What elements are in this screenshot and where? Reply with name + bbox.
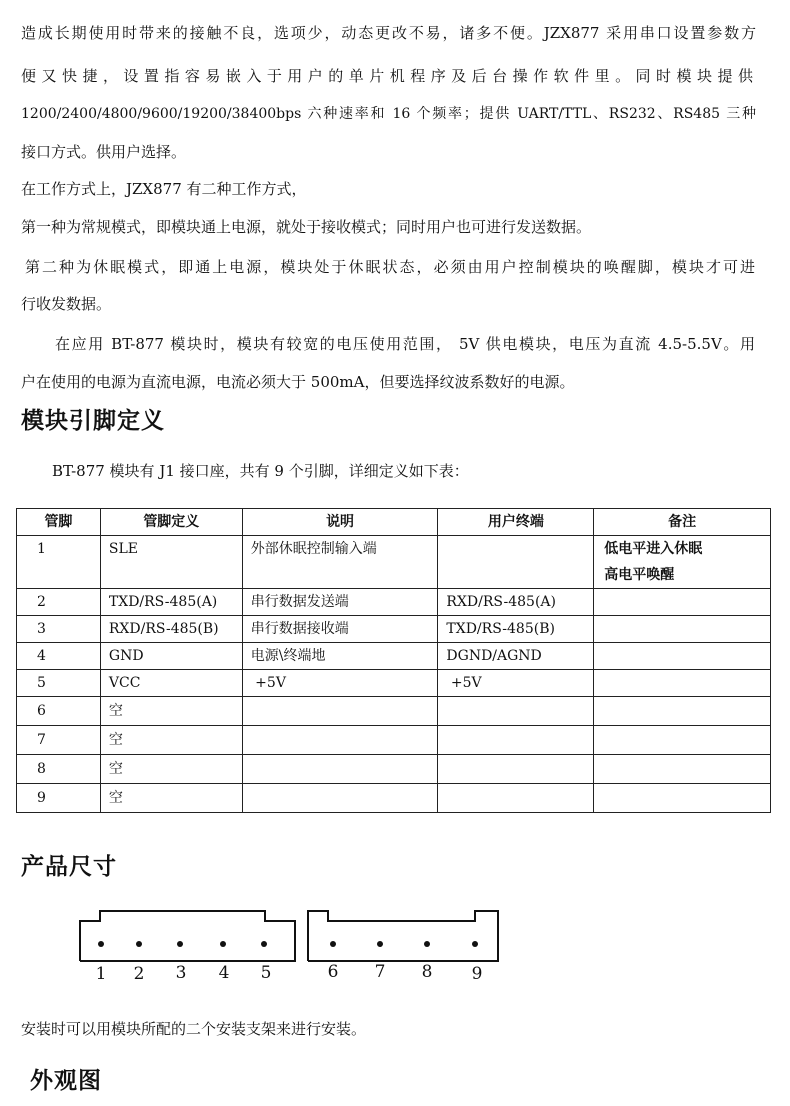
cell-definition: VCC	[100, 670, 242, 697]
cell-remarks	[594, 755, 771, 784]
section-title-appearance: 外观图	[30, 1068, 102, 1094]
cell-description: 串行数据发送端	[242, 589, 438, 616]
cell-remarks	[594, 697, 771, 726]
paragraph-line: 1200/2400/4800/9600/19200/38400bps 六种速率和 16 个频率；提供 UART/TTL、RS232、RS485 三种	[21, 106, 756, 122]
pin-intro-text: BT-877 模块有 J1 接口座，共有 9 个引脚，详细定义如下表：	[52, 462, 469, 480]
cell-pin: 4	[17, 643, 101, 670]
cell-remarks	[594, 589, 771, 616]
cell-description	[242, 784, 438, 813]
cell-pin: 5	[17, 670, 101, 697]
cell-definition: SLE	[100, 536, 242, 589]
paragraph-line: 户在使用的电源为直流电源，电流必须大于 500mA，但要选择纹波系数好的电源。	[21, 373, 575, 391]
pin-dot	[377, 941, 383, 947]
remark-line: 低电平进入休眠	[604, 541, 703, 557]
cell-user-terminal	[438, 784, 594, 813]
pin-dot	[220, 941, 226, 947]
cell-user-terminal	[438, 755, 594, 784]
paragraph-line: 在工作方式上，JZX877 有二种工作方式，	[21, 180, 307, 198]
section-title-product-size: 产品尺寸	[21, 854, 117, 880]
pin-dot	[330, 941, 336, 947]
pin-number: 3	[175, 963, 187, 983]
cell-user-terminal	[438, 726, 594, 755]
cell-pin: 8	[17, 755, 101, 784]
paragraph-line: 接口方式。供用户选择。	[21, 143, 187, 161]
cell-pin: 1	[17, 536, 101, 589]
cell-description	[242, 697, 438, 726]
cell-user-terminal	[438, 697, 594, 726]
table-header-row	[17, 509, 771, 536]
pin-number: 4	[218, 963, 230, 983]
pin-number: 7	[374, 962, 386, 982]
cell-remarks	[594, 616, 771, 643]
cell-description: +5V	[242, 670, 438, 697]
connector-pinout-diagram	[70, 903, 520, 985]
cell-description	[242, 755, 438, 784]
header-pin-definition: 管脚定义	[100, 509, 242, 536]
paragraph-line: 第二种为休眠模式，即通上电源，模块处于休眠状态，必须由用户控制模块的唤醒脚，模块才可进	[25, 258, 755, 276]
cell-user-terminal: DGND/AGND	[438, 643, 594, 670]
cell-description: 外部休眠控制输入端	[242, 536, 438, 589]
pin-dot	[136, 941, 142, 947]
cell-description: 串行数据接收端	[242, 616, 438, 643]
paragraph-line: 第一种为常规模式，即模块通上电源，就处于接收模式；同时用户也可进行发送数据。	[21, 218, 592, 236]
header-user-terminal: 用户终端	[438, 509, 594, 536]
pin-dot	[261, 941, 267, 947]
header-pin: 管脚	[17, 509, 101, 536]
pin-dot	[472, 941, 478, 947]
cell-remarks	[594, 670, 771, 697]
section-title-pin-definition: 模块引脚定义	[21, 408, 165, 434]
connector-right-outline	[308, 911, 498, 961]
table-row	[17, 784, 771, 813]
header-remarks: 备注	[594, 509, 771, 536]
cell-remarks	[594, 643, 771, 670]
connector-left-outline	[80, 911, 295, 961]
pin-number: 9	[471, 964, 483, 984]
cell-definition: TXD/RS-485(A)	[100, 589, 242, 616]
pin-dot	[424, 941, 430, 947]
remark-line: 高电平唤醒	[604, 567, 675, 583]
cell-pin: 2	[17, 589, 101, 616]
cell-pin: 9	[17, 784, 101, 813]
paragraph-line: 行收发数据。	[21, 295, 112, 313]
table-row	[17, 589, 771, 616]
cell-definition: 空	[100, 697, 242, 726]
pin-dot	[98, 941, 104, 947]
cell-remarks	[594, 784, 771, 813]
table-row	[17, 536, 771, 589]
cell-pin: 6	[17, 697, 101, 726]
header-description: 说明	[242, 509, 438, 536]
paragraph-line: 便又快捷，设置指容易嵌入于用户的单片机程序及后台操作软件里。同时模块提供	[21, 67, 756, 85]
install-note: 安装时可以用模块所配的二个安装支架来进行安装。	[21, 1020, 367, 1038]
paragraph-line: 造成长期使用时带来的接触不良，选项少，动态更改不易，诸多不便。JZX877 采用串口设置参数方	[21, 24, 756, 42]
pin-dot	[177, 941, 183, 947]
table-row	[17, 616, 771, 643]
cell-remarks	[594, 536, 771, 589]
pin-number: 2	[133, 964, 145, 984]
cell-description	[242, 726, 438, 755]
cell-definition: RXD/RS-485(B)	[100, 616, 242, 643]
cell-definition: 空	[100, 726, 242, 755]
cell-remarks	[594, 726, 771, 755]
cell-user-terminal	[438, 536, 594, 589]
table-row	[17, 670, 771, 697]
pin-definition-table	[16, 508, 771, 813]
cell-definition: GND	[100, 643, 242, 670]
pin-number: 8	[421, 962, 433, 982]
table-row	[17, 697, 771, 726]
cell-user-terminal: +5V	[438, 670, 594, 697]
cell-description: 电源\终端地	[242, 643, 438, 670]
cell-pin: 3	[17, 616, 101, 643]
pin-number: 1	[95, 964, 107, 984]
pin-number: 5	[260, 963, 272, 983]
pin-dots	[98, 941, 478, 947]
pin-number: 6	[327, 962, 339, 982]
table-row	[17, 755, 771, 784]
paragraph-line: 在应用 BT-877 模块时，模块有较宽的电压使用范围， 5V 供电模块，电压为直流 4.5-5.5V。用	[55, 335, 755, 353]
cell-user-terminal: RXD/RS-485(A)	[438, 589, 594, 616]
table-row	[17, 643, 771, 670]
cell-definition: 空	[100, 784, 242, 813]
cell-definition: 空	[100, 755, 242, 784]
cell-user-terminal: TXD/RS-485(B)	[438, 616, 594, 643]
cell-pin: 7	[17, 726, 101, 755]
table-row	[17, 726, 771, 755]
